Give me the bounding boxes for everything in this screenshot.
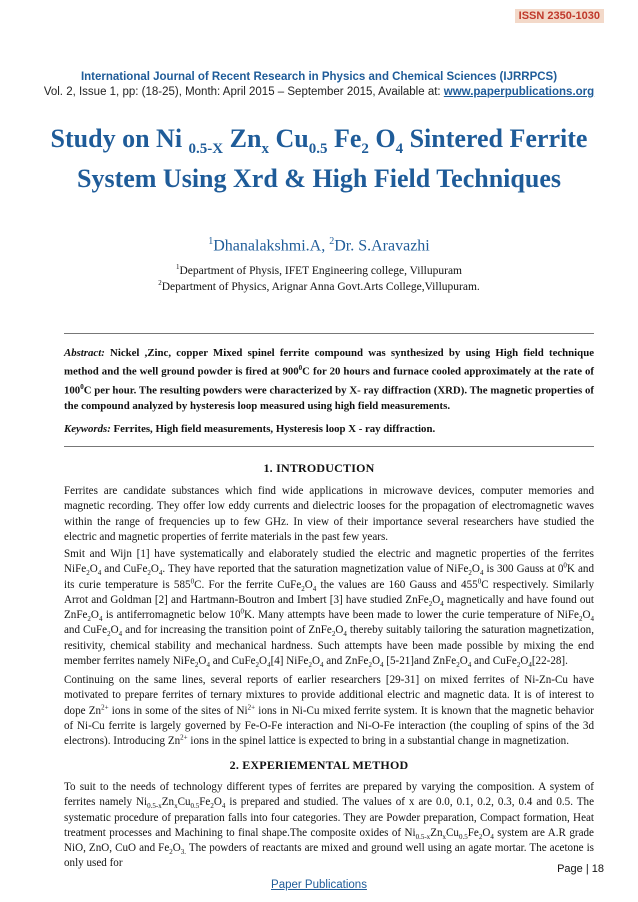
author-name: Dhanalakshmi.A, — [213, 237, 330, 255]
method-paragraph — [64, 780, 594, 872]
title-part: Study on Ni — [50, 124, 189, 153]
subscript: 2 — [107, 630, 111, 639]
keywords-label: Keywords: — [64, 423, 111, 435]
affiliation-1 — [0, 263, 638, 277]
subscript: 0.5-x — [415, 833, 431, 842]
subscript: 2 — [169, 848, 173, 857]
superscript: 0 — [190, 576, 195, 585]
subscript: 2 — [478, 833, 483, 842]
subscript: 2 — [578, 615, 583, 624]
subscript: 2 — [147, 569, 151, 578]
subscript: 2 — [301, 584, 305, 593]
title-part: Sintered Ferrite System Using Xrd & High Field Techniques — [77, 124, 588, 194]
abstract-label: Abstract: — [64, 347, 105, 359]
superscript: 2+ — [101, 702, 109, 711]
body-text: system are A.R grade NiO, ZnO, CuO and Fe — [64, 826, 594, 855]
body-text: ions in some of the sites of Ni — [108, 704, 248, 717]
body-text: is prepared and studied. The values of x are 0.0, 0.1, 0.2, 0.3, 0.4 and 0.5. The systematic procedure of preparation falls into four categories. They are Powder preparation, Compact formation, Heat treatment processes and Machining to final shape.The composite oxides of Ni — [64, 796, 594, 839]
body-text: O — [335, 624, 344, 637]
superscript: 0 — [477, 576, 482, 585]
subscript: 2 — [255, 661, 260, 670]
body-text: O — [482, 826, 491, 839]
volume-text: Vol. 2, Issue 1, pp: (18-25), Month: April 2015 – September 2015, Available at: — [43, 86, 444, 98]
body-text: C. For the ferrite CuFe — [194, 578, 302, 591]
body-text: . They have reported that the saturation magnetization value of NiFe — [162, 563, 469, 576]
body-text: Zn — [430, 826, 443, 839]
body-text: O — [582, 609, 591, 622]
subscript: 4 — [312, 584, 317, 593]
volume-line — [0, 86, 638, 98]
subscript: 4 — [267, 661, 271, 670]
abstract — [64, 346, 594, 415]
body-text: O — [90, 609, 99, 622]
body-text: Cu — [446, 826, 459, 839]
subscript: 2 — [368, 661, 372, 670]
subscript: 2 — [86, 569, 90, 578]
body-text: O — [371, 655, 380, 668]
subscript: 0.5-x — [147, 802, 162, 811]
subscript: x — [442, 833, 447, 842]
body-text: Continuing on the same lines, several reports of earlier researchers [29-31] on mixed ferrites of Ni-Zn-Cu have motivated to prepare ferrites of ternary mixtures to provide additional electric and magnetic data. It is of interest to dope Zn — [64, 674, 594, 717]
body-text: To suit to the needs of technology different types of ferrites are prepared by varying the composition. A system of ferrites namely Ni — [64, 781, 594, 809]
abstract-text: C for 20 hours and furnace cooled approximately at the rate of 100 — [64, 366, 594, 397]
body-text: [4] NiFe — [270, 655, 309, 668]
body-text: O — [172, 842, 181, 855]
paper-title — [40, 124, 598, 194]
body-text: and CuFe — [64, 624, 108, 637]
subscript: 4 — [221, 802, 226, 811]
body-text: and CuFe — [471, 655, 517, 668]
subscript: 2 — [308, 661, 312, 670]
website-link[interactable]: www.paperpublications.org — [443, 86, 595, 98]
subscript: 4 — [206, 661, 210, 670]
subscript: 3. — [180, 848, 187, 857]
abstract-bottom-rule — [64, 446, 594, 447]
subscript: 0.5 — [458, 833, 468, 842]
title-sub: 4 — [395, 141, 404, 158]
body-text: [22-28]. — [531, 655, 568, 668]
page-number: Page | 18 — [557, 863, 604, 875]
subscript: 2 — [456, 661, 460, 670]
keywords-text: Ferrites, High field measurements, Hysteresis loop X - ray diffraction. — [110, 423, 436, 435]
issn-badge: ISSN 2350-1030 — [515, 9, 604, 23]
author-name: Dr. S.Aravazhi — [334, 237, 430, 255]
subscript: 4 — [319, 661, 324, 670]
superscript: 0 — [240, 607, 244, 616]
subscript: 4 — [467, 661, 472, 670]
superscript: 2+ — [180, 733, 188, 742]
abstract-top-rule — [64, 333, 594, 334]
title-part: Fe — [327, 124, 362, 153]
body-text: O — [198, 655, 207, 668]
intro-paragraph-1: Ferrites are candidate substances which find wide applications in microwave devices, computer memories and magnetic recording. They offer low eddy currents and dielectric looses for the propagation of electromagnetic waves within the range of frequencies up to few GHz. In view of their importance several researchers have studied the electric and magnetic properties of ferrite materials in the past few years. — [64, 485, 594, 543]
title-part: Cu — [268, 124, 309, 153]
body-text: magnetically and have found out ZnFe — [64, 593, 594, 622]
author-sup: 1 — [208, 236, 214, 247]
subscript: 2 — [194, 661, 199, 670]
body-text: Cu — [177, 796, 191, 809]
keywords — [64, 423, 594, 435]
superscript: 2+ — [247, 702, 256, 711]
body-text: is antiferromagnetic below 10 — [102, 609, 241, 622]
body-text: O — [459, 655, 468, 668]
subscript: 4 — [343, 630, 347, 639]
publisher-footer[interactable]: Paper Publications — [271, 879, 367, 891]
body-text: K and its curie temperature is 585 — [64, 563, 595, 591]
body-text: K. Many attempts have been made to lower the curie temperature of NiFe — [244, 609, 579, 622]
subscript: 2 — [87, 615, 91, 624]
body-text: O — [304, 578, 313, 591]
body-text: The powders of reactants are mixed and ground well using an agate mortar. The acetone is only used for — [64, 842, 594, 870]
subscript: 4 — [490, 833, 494, 842]
body-text: O — [471, 563, 480, 576]
body-text: and for increasing the transition point of ZnFe — [122, 624, 332, 637]
body-text: C respectively. Similarly Arrot and Goldman [2] and Hartmann-Boutron and Imbert [3] have studied ZnFe — [64, 578, 594, 606]
subscript: 4 — [118, 630, 123, 639]
subscript: 2 — [210, 802, 214, 811]
title-part: O — [368, 124, 396, 153]
intro-paragraph-2 — [64, 547, 594, 669]
body-text: O — [311, 655, 320, 668]
affiliation-text: Department of Physics, Arignar Anna Govt.Arts College,Villupuram. — [161, 280, 480, 293]
body-text: Fe — [199, 796, 211, 809]
body-text: and ZnFe — [323, 655, 369, 668]
abstract-sup: 0 — [298, 364, 303, 373]
journal-name: International Journal of Recent Research in Physics and Chemical Sciences (IJRRPCS) — [80, 71, 558, 83]
title-sub: 2 — [361, 141, 369, 158]
subscript: 4 — [479, 569, 484, 578]
body-text: thereby suitably tailoring the saturation magnetization, resitivity, chemical stability and mechanical hardness. Such attempts have been made possible by mixing the end member ferrites namely NiFe — [64, 624, 594, 668]
subscript: 4 — [528, 661, 532, 670]
body-text: O — [520, 655, 529, 668]
title-sub: 0.5 — [308, 141, 328, 158]
body-text: Zn — [161, 796, 175, 809]
abstract-sup: 0 — [80, 383, 84, 392]
body-text: O — [150, 563, 159, 576]
body-text: Fe — [467, 826, 479, 839]
subscript: 4 — [590, 615, 594, 624]
body-text: O — [213, 796, 222, 809]
subscript: 4 — [440, 600, 444, 609]
subscript: 0.5 — [190, 802, 200, 811]
subscript: 2 — [468, 569, 472, 578]
affiliation-text: Department of Physis, IFET Engineering college, Villupuram — [179, 264, 462, 277]
title-sub: x — [261, 141, 269, 158]
affiliation-2 — [0, 279, 638, 293]
author-line — [0, 236, 638, 255]
intro-paragraph-3 — [64, 673, 594, 749]
body-text: O — [432, 593, 441, 606]
title-sub: 0.5-X — [188, 141, 224, 158]
abstract-text: C per hour. The resulting powders were characterized by X- ray diffraction (XRD). The magnetic properties of the compound analyzed by hysteresis loop measured using high field measurements. — [64, 385, 594, 413]
body-text: O — [259, 655, 268, 668]
subscript: 2 — [516, 661, 521, 670]
subscript: 4 — [158, 569, 163, 578]
affiliation-sup: 2 — [158, 279, 162, 287]
subscript: 4 — [97, 569, 102, 578]
body-text: O — [89, 563, 98, 576]
section-heading-introduction: 1. INTRODUCTION — [263, 461, 375, 475]
body-text: ions in Ni-Cu mixed ferrite system. It is known that the magnetic behavior of Ni-Cu ferrite is largely governed by Fe-O-Fe interaction and Ni-O-Fe interaction (the coupling of spins of the 3d electrons). Introducing Zn — [64, 704, 594, 748]
subscript: 2 — [428, 600, 433, 609]
body-text: O — [110, 624, 119, 637]
section-heading-method: 2. EXPERIEMENTAL METHOD — [229, 758, 409, 772]
subscript: 2 — [331, 630, 336, 639]
affiliation-sup: 1 — [176, 263, 180, 271]
body-text: and CuFe — [209, 655, 256, 668]
body-text: [5-21]and ZnFe — [383, 655, 457, 668]
body-text: ions in the spinel lattice is expected to bring in a substantial change in magnetization. — [187, 735, 569, 748]
subscript: 4 — [379, 661, 384, 670]
body-text: Smit and Wijn [1] have systematically and elaborately studied the electric and magnetic properties of the ferrites NiFe — [64, 548, 594, 576]
body-text: is 300 Gauss at 0 — [483, 563, 564, 576]
body-text: and CuFe — [101, 563, 148, 576]
abstract-text: Nickel ,Zinc, copper Mixed spinel ferrite compound was synthesized by using High field technique method and the well ground powder is fired at 900 — [64, 347, 594, 378]
superscript: 0 — [563, 561, 567, 570]
author-sup: 2 — [329, 236, 335, 247]
subscript: 4 — [98, 615, 103, 624]
title-part: Zn — [223, 124, 262, 153]
body-text: the values are 160 Gauss and 455 — [316, 578, 478, 591]
subscript: x — [174, 802, 178, 811]
